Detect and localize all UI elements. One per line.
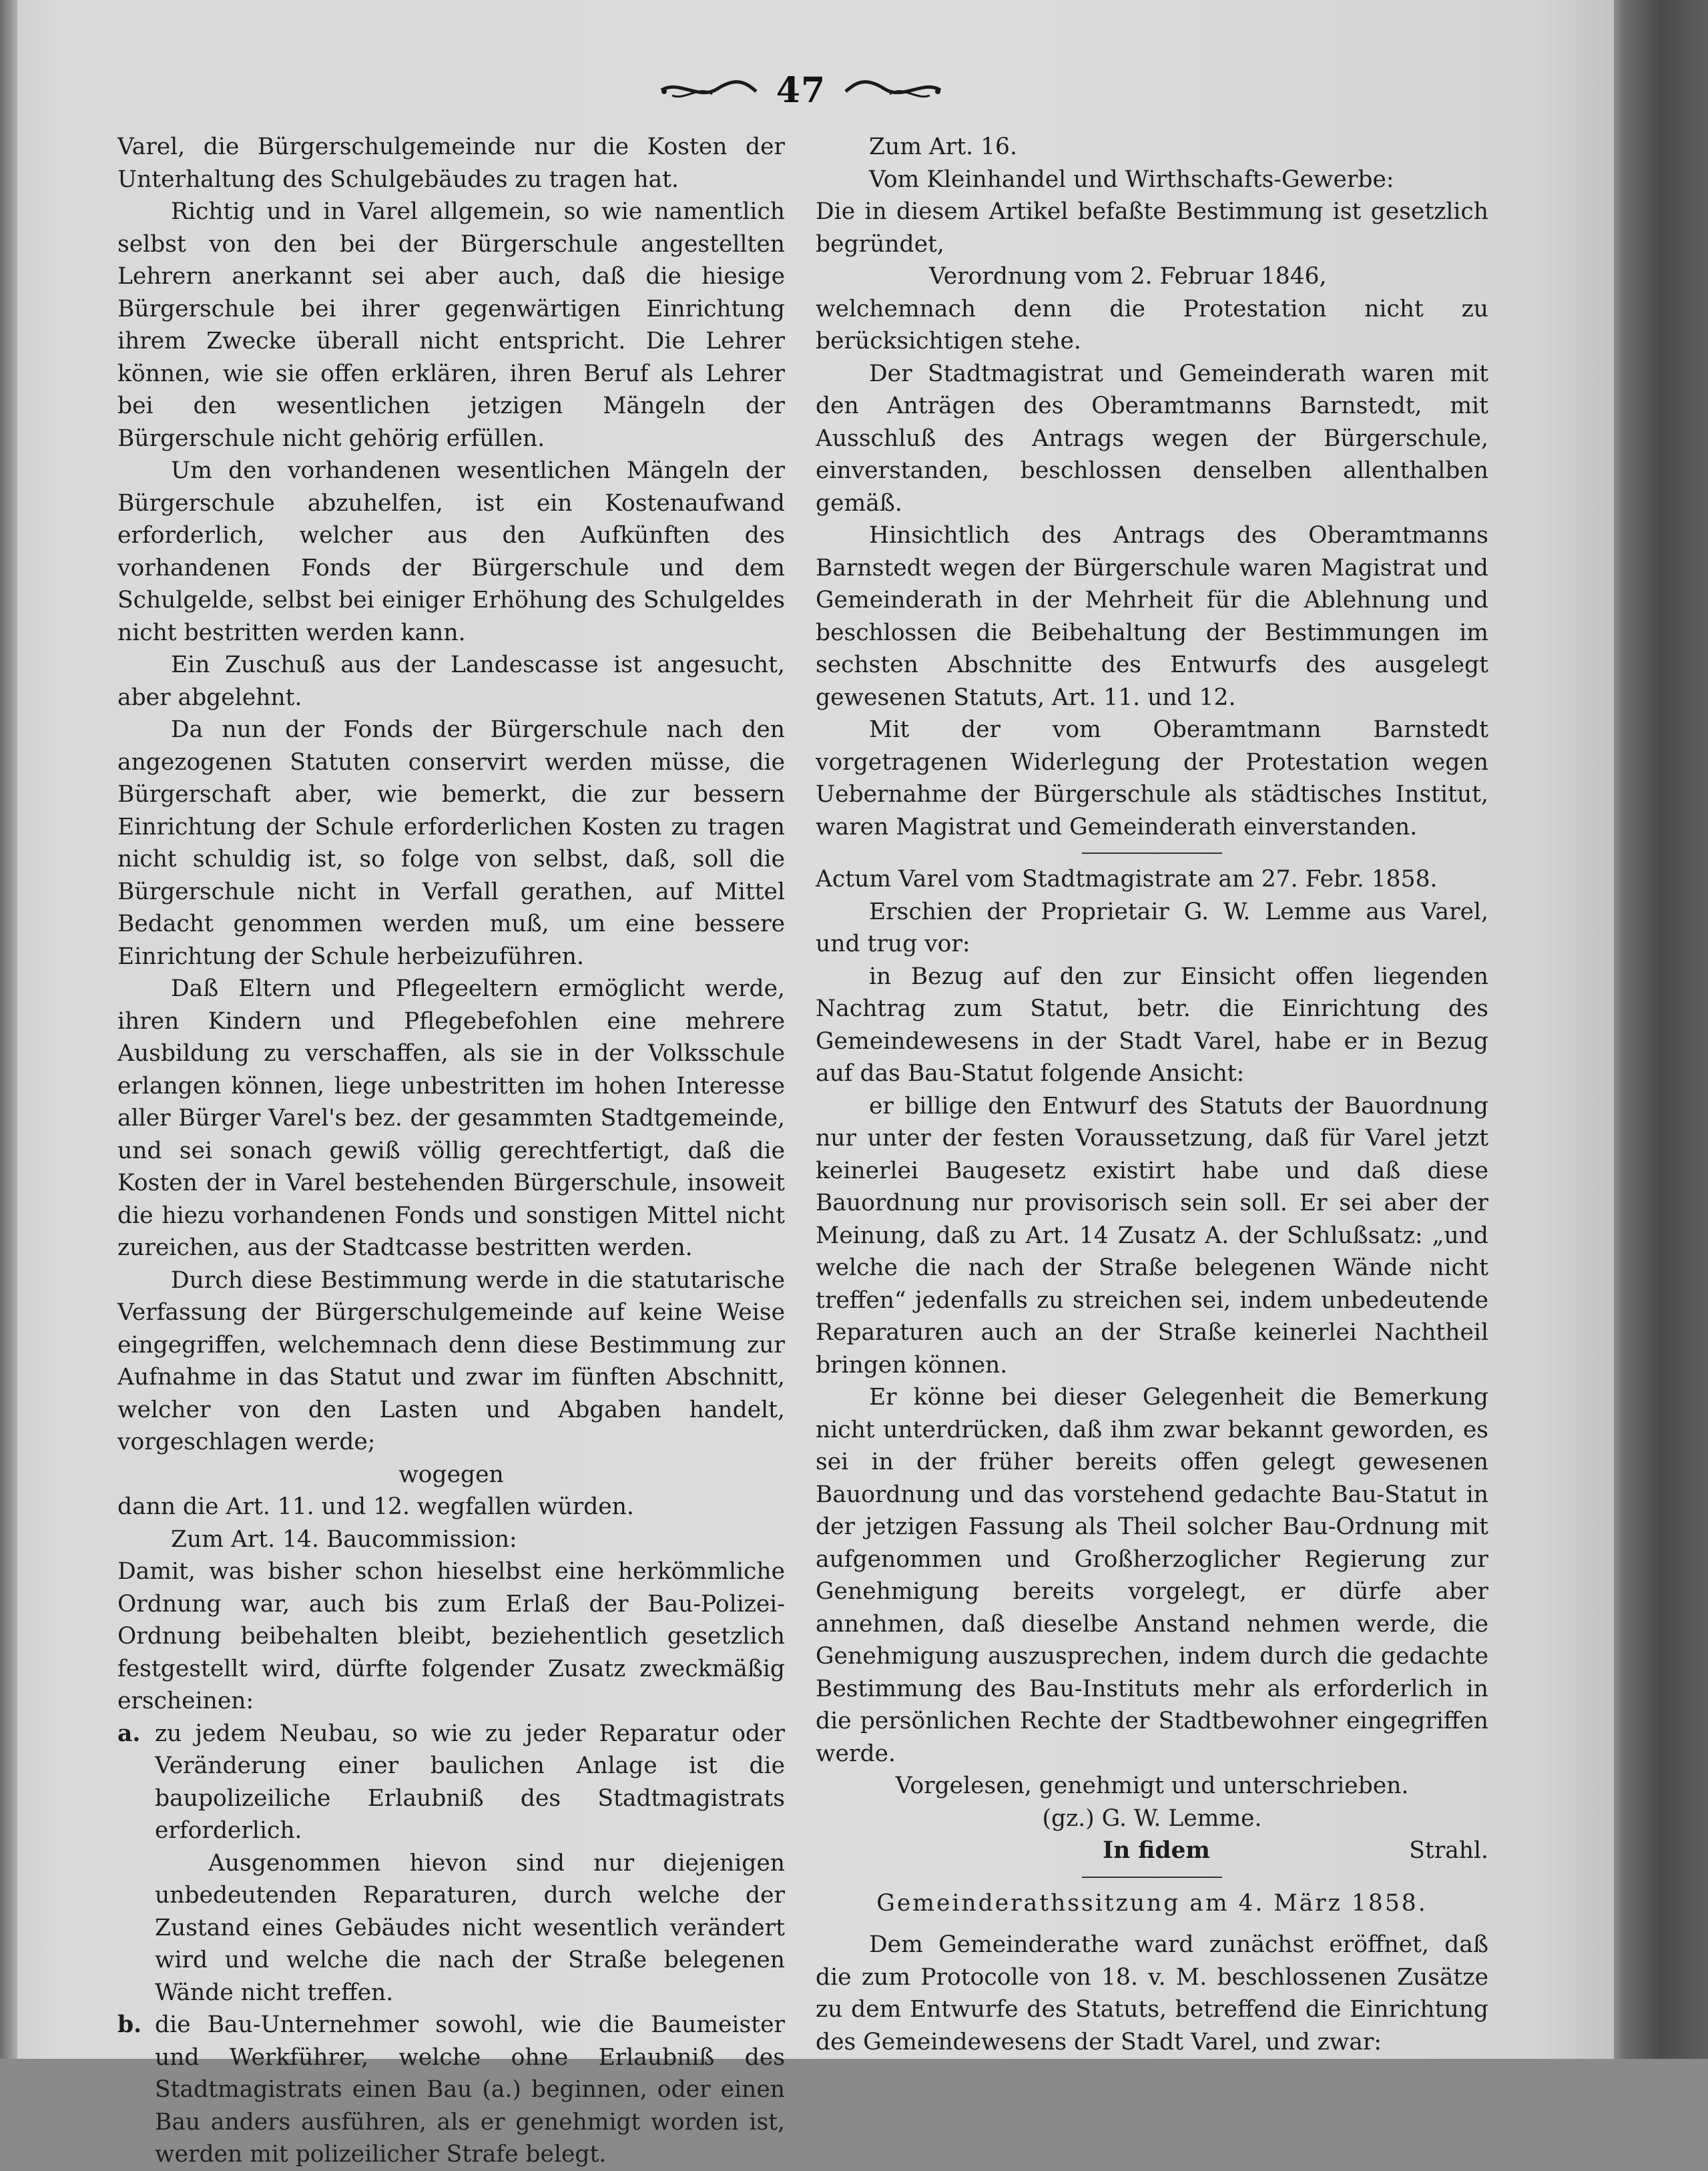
scroll-ornament-icon xyxy=(659,77,759,103)
paragraph: Da nun der Fonds der Bürgerschule nach den angezogenen Statuten conservirt werden müsse, die Bürgerschaft aber, wie bemerkt, die zur bessern Einrichtung der Schule erforderlichen Kosten zu tragen nicht schuldig ist, so folge von selbst, daß, soll die Bürgerschule nicht in Verfall gerathen, auf Mittel Bedacht genommen werden muß, um eine bessere Einrichtung der Schule herbeizuführen. xyxy=(117,716,785,970)
page-header xyxy=(647,60,954,120)
scroll-ornament-icon xyxy=(843,77,943,103)
section-heading: Gemeinderathssitzung am 4. März 1858. xyxy=(876,1889,1428,1917)
list-label: b. xyxy=(117,2011,142,2038)
paragraph: Der Stadtmagistrat und Gemeinderath waren mit den Anträgen des Oberamtmanns Barnstedt, mit Ausschluß des Antrags wegen der Bürgerschule, einverstanden, beschlossen denselben allenthalben gemäß. xyxy=(816,360,1488,517)
paragraph: Hinsichtlich des Antrags des Oberamtmanns Barnstedt wegen der Bürgerschule waren Magistrat und Gemeinderath in der Mehrheit für die Ablehnung und beschlossen die Beibehaltung der Bestimmungen im sechsten Abschnitte des Entwurfs des ausgelegt gewesenen Statuts, Art. 11. und 12. xyxy=(816,522,1488,711)
signature-line: (gz.) G. W. Lemme. xyxy=(1042,1804,1262,1832)
paragraph: welchemnach denn die Protestation nicht zu berücksichtigen stehe. xyxy=(816,295,1488,354)
list-item xyxy=(117,1718,785,2009)
paragraph: Damit, was bisher schon hieselbst eine herkömmliche Ordnung war, auch bis zum Erlaß der Bau-Polizei-Ordnung beibehalten bleibt, beziehentlich gesetzlich festgestellt wird, dürfte folgender Zusatz zweckmäßig erscheinen: xyxy=(117,1558,785,1714)
paragraph: wogegen xyxy=(398,1461,504,1488)
divider xyxy=(1082,853,1222,854)
in-fidem-label: In fidem xyxy=(1103,1837,1210,1864)
paragraph: Richtig und in Varel allgemein, so wie namentlich selbst von den bei der Bürgerschule angestellten Lehrern anerkannt sei aber auch, daß die hiesige Bürgerschule bei ihrer gegenwärtigen Einrichtung ihrem Zwecke überall nicht entspricht. Die Lehrer können, wie sie offen erklären, ihren Beruf als Lehrer bei den wesentlichen jetzigen Mängeln der Bürgerschule nicht gehörig erfüllen. xyxy=(117,198,785,452)
paragraph: die Bau-Unternehmer sowohl, wie die Baumeister und Werkführer, welche ohne Erlaubniß des Stadtmagistrats einen Bau (a.) beginnen, oder einen Bau anders ausführen, als er genehmigt worden ist, werden mit polizeilicher Strafe belegt. xyxy=(155,2011,785,2168)
paragraph: Um den vorhandenen wesentlichen Mängeln der Bürgerschule abzuhelfen, ist ein Kostenaufwand erforderlich, welcher aus den Aufkünften des vorhandenen Fonds der Bürgerschule und dem Schulgelde, selbst bei einiger Erhöhung des Schulgeldes nicht bestritten werden kann. xyxy=(117,457,785,646)
list-item xyxy=(117,2009,785,2171)
paragraph: Dem Gemeinderathe ward zunächst eröffnet, daß die zum Protocolle von 18. v. M. beschlossenen Zusätze zu dem Entwurfe des Statuts, betreffend die Einrichtung des Gemeindewesens der Stadt Varel, und zwar: xyxy=(816,1931,1488,2056)
section-heading: Vom Kleinhandel und Wirthschafts-Gewerbe: xyxy=(869,166,1394,193)
paragraph: Erschien der Proprietair G. W. Lemme aus Varel, und trug vor: xyxy=(816,898,1488,957)
list-label: a. xyxy=(117,1720,141,1747)
paragraph: Er könne bei dieser Gelegenheit die Bemerkung nicht unterdrücken, daß ihm zwar bekannt geworden, es sei in der früher bereits offen gelegt gewesenen Bauordnung und das vorstehend gedachte Bau-Statut in der jetzigen Fassung als Theil solcher Bau-Ordnung mit aufgenommen und Großherzoglicher Regierung zur Genehmigung bereits vorgelegt, er dürfe aber annehmen, daß dieselbe Anstand nehmen werde, die Genehmigung auszusprechen, indem durch die gedachte Bestimmung des Bau-Instituts mehr als erforderlich in die persönlichen Rechte der Stadtbewohner eingegriffen werde. xyxy=(816,1384,1488,1767)
paragraph: Ein Zuschuß aus der Landescasse ist angesucht, aber abgelehnt. xyxy=(117,652,785,711)
paragraph: dann die Art. 11. und 12. wegfallen würden. xyxy=(117,1493,634,1520)
paragraph: in Bezug auf den zur Einsicht offen liegenden Nachtrag zum Statut, betr. die Einrichtung des Gemeindewesens in der Stadt Varel, habe er in Bezug auf das Bau-Statut folgende Ansicht: xyxy=(816,963,1488,1087)
section-heading: Zum Art. 16. xyxy=(869,134,1017,160)
signer-name: Strahl. xyxy=(1409,1837,1488,1864)
left-column xyxy=(117,131,785,2171)
paragraph: Die in diesem Artikel befaßte Bestimmung ist gesetzlich begründet, xyxy=(816,198,1488,258)
actum-heading: Actum Varel vom Stadtmagistrate am 27. Febr. 1858. xyxy=(816,866,1438,893)
section-heading: Zum Art. 14. Baucommission: xyxy=(171,1525,517,1553)
paragraph: Mit der vom Oberamtmann Barnstedt vorgetragenen Widerlegung der Protestation wegen Uebernahme der Bürgerschule als städtisches Institut, waren Magistrat und Gemeinderath einverstanden. xyxy=(816,716,1488,840)
paragraph: Ausgenommen hievon sind nur diejenigen unbedeutenden Reparaturen, durch welche der Zustand eines Gebäudes nicht wesentlich verändert wird und welche die nach der Straße belegenen Wände nicht treffen. xyxy=(155,1849,785,2006)
in-fidem-line xyxy=(816,1835,1488,1867)
paragraph: er billige den Entwurf des Statuts der Bauordnung nur unter der festen Voraussetzung, daß für Varel jetzt keinerlei Baugesetz existirt habe und daß diese Bauordnung nur provisorisch sein soll. Er sei aber der Meinung, daß zu Art. 14 Zusatz A. der Schlußsatz: „und welche die nach der Straße belegenen Wände nicht treffen“ jedenfalls zu streichen sei, indem unbedeutende Reparaturen auch an der Straße keinerlei Nachtheil bringen können. xyxy=(816,1092,1488,1379)
paragraph: Varel, die Bürgerschulgemeinde nur die Kosten der Unterhaltung des Schulgebäudes zu tragen hat. xyxy=(117,134,785,193)
paragraph: Verordnung vom 2. Februar 1846, xyxy=(929,263,1327,290)
page-number: 47 xyxy=(776,69,826,111)
right-column xyxy=(816,131,1488,2058)
page-gutter xyxy=(0,0,17,2059)
paragraph: Vorgelesen, genehmigt und unterschrieben. xyxy=(895,1772,1409,1799)
book-cover-edge xyxy=(1602,0,1708,2059)
paragraph: zu jedem Neubau, so wie zu jeder Reparatur oder Veränderung einer baulichen Anlage ist die baupolizeiliche Erlaubniß des Stadtmagistrats erforderlich. xyxy=(155,1720,785,1844)
paragraph: Daß Eltern und Pflegeeltern ermöglicht werde, ihren Kindern und Pflegebefohlen eine mehrere Ausbildung zu verschaffen, als sie in der Volksschule erlangen können, liege unbestritten im hohen Interesse aller Bürger Varel's bez. der gesammten Stadtgemeinde, und sei sonach gewiß völlig gerechtfertigt, daß die Kosten der in Varel bestehenden Bürgerschule, insoweit die hiezu vorhandenen Fonds und sonstigen Mittel nicht zureichen, aus der Stadtcasse bestritten werden. xyxy=(117,975,785,1261)
paragraph: Durch diese Bestimmung werde in die statutarische Verfassung der Bürgerschulgemeinde auf keine Weise eingegriffen, welchemnach denn diese Bestimmung zur Aufnahme in das Statut und zwar im fünften Abschnitt, welcher von den Lasten und Abgaben handelt, vorgeschlagen werde; xyxy=(117,1266,785,1455)
divider xyxy=(1082,1877,1222,1878)
